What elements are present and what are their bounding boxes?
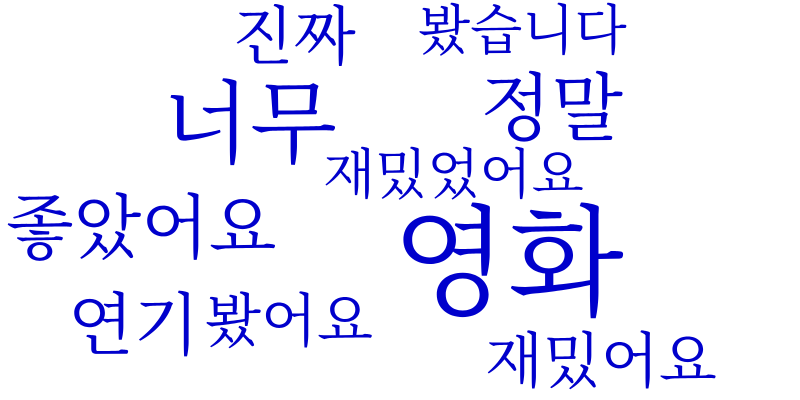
word-yeongi: 연기 (68, 287, 200, 366)
word-neomu: 너무 (163, 72, 337, 177)
word-jaemiisseosseoyo: 재밌었어요 (323, 143, 584, 206)
word-jaemiisseoyo: 재밌어요 (485, 327, 717, 397)
word-jinjja: 진짜 (232, 1, 356, 75)
word-joasseoyo: 좋았어요 (6, 187, 277, 269)
word-jeongmal: 정말 (480, 66, 623, 152)
word-bwasseoyo: 봤어요 (205, 287, 374, 355)
word-bwatseupnida: 봤습니다 (418, 0, 627, 62)
word-younghwa: 영화 (392, 195, 624, 334)
